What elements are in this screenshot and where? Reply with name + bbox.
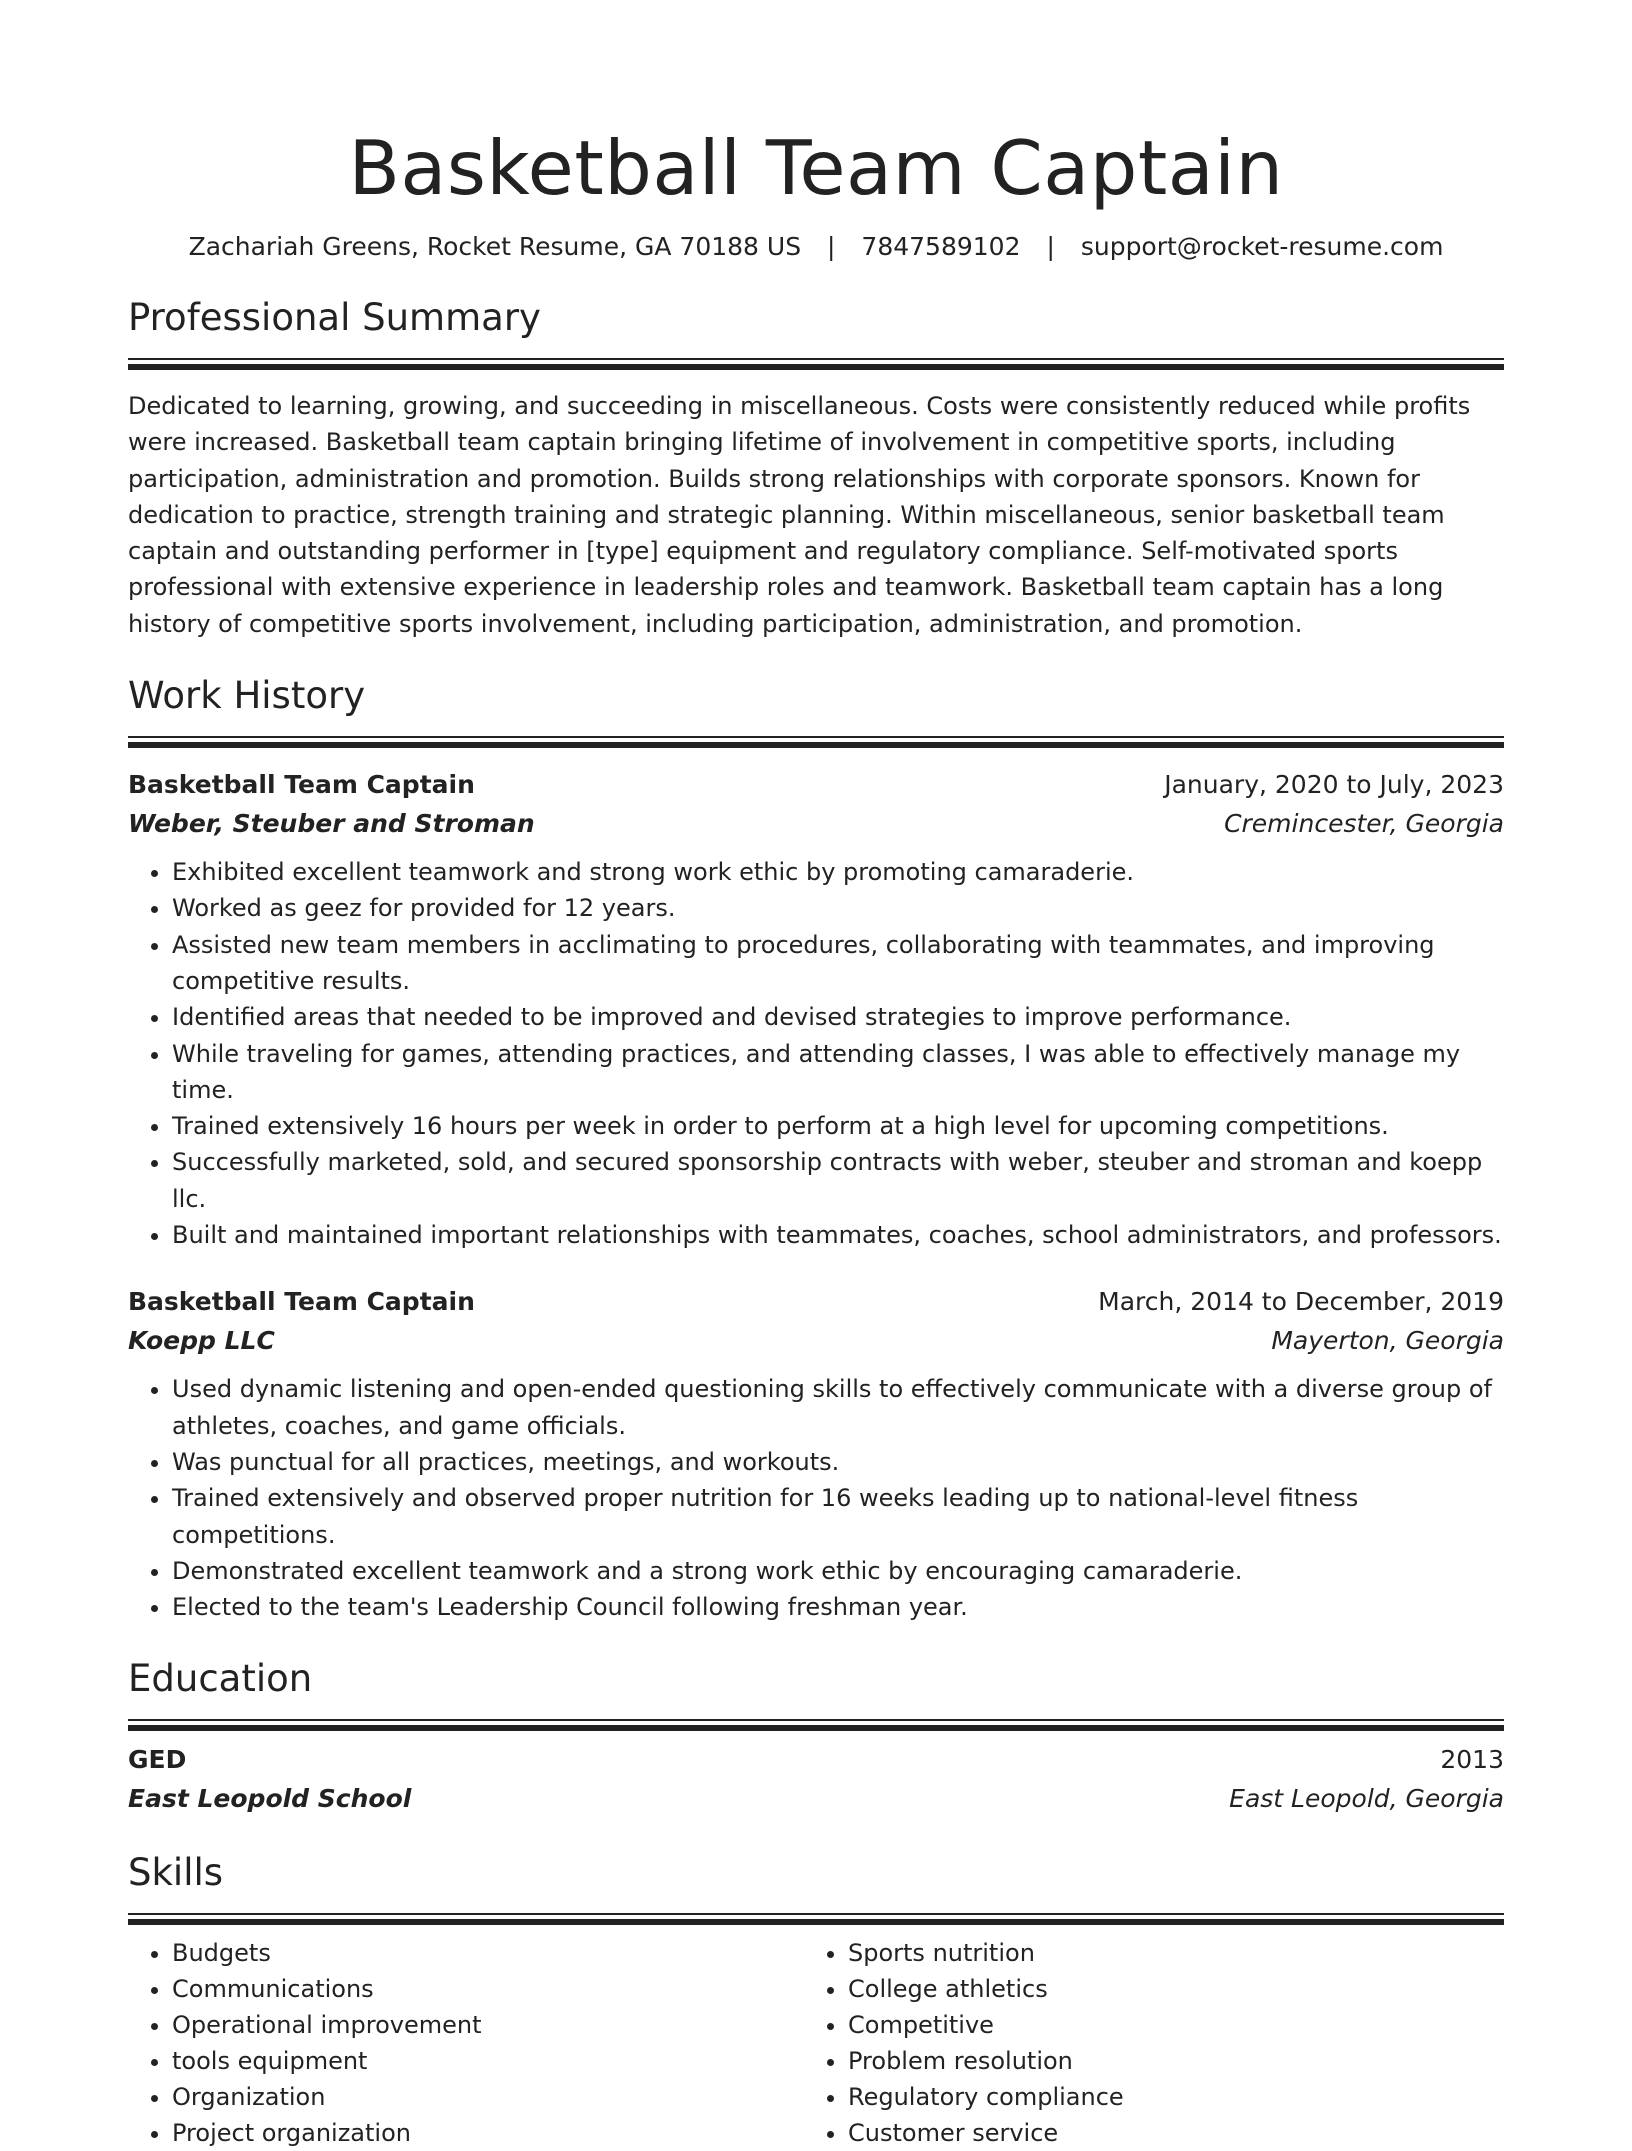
job-dates: January, 2020 to July, 2023	[1164, 770, 1504, 800]
skill-item: • Problem resolution	[848, 2043, 1480, 2079]
job-bullet: • Used dynamic listening and open-ended questioning skills to effectively communicate with a diverse group of athletes, coaches, and game officials.	[172, 1371, 1504, 1444]
skill-item: • Competitive	[848, 2007, 1480, 2043]
resume-page	[128, 0, 1504, 2151]
skill-item: • Sports nutrition	[848, 1935, 1480, 1971]
skill-item: • Customer service	[848, 2115, 1480, 2151]
skills-column-left	[128, 1935, 804, 2151]
job-bullet: • Built and maintained important relationships with teammates, coaches, school administrators, and professors.	[172, 1217, 1504, 1253]
contact-separator: |	[827, 232, 836, 261]
section-divider	[128, 358, 1504, 360]
skills-column-right	[804, 1935, 1480, 2151]
job-dates: March, 2014 to December, 2019	[1098, 1287, 1504, 1317]
skill-item: • Organization	[172, 2079, 804, 2115]
job-bullet: • Elected to the team's Leadership Council following freshman year.	[172, 1589, 1504, 1625]
job-company: Koepp LLC	[128, 1326, 275, 1356]
skill-item: • Project organization	[172, 2115, 804, 2151]
skill-item: • Budgets	[172, 1935, 804, 1971]
job-bullet: • Was punctual for all practices, meetings, and workouts.	[172, 1444, 1504, 1480]
education-school: East Leopold School	[128, 1784, 412, 1814]
summary-text: Dedicated to learning, growing, and succeeding in miscellaneous. Costs were consistently reduced while profits were increased. Basketball team captain bringing lifetime of involvement in competitive sports, including participation, administration and promotion. Builds strong relationships with corporate sponsors. Known for dedication to practice, strength training and strategic planning. Within miscellaneous, senior basketball team captain and outstanding performer in [type] equipment and regulatory compliance. Self-motivated sports professional with extensive experience in leadership roles and teamwork. Basketball team captain has a long history of competitive sports involvement, including participation, administration, and promotion.	[128, 392, 1471, 638]
contact-phone: 7847589102	[861, 232, 1021, 261]
section-heading-summary: Professional Summary	[128, 296, 541, 339]
skill-item: • Communications	[172, 1971, 804, 2007]
section-heading-education: Education	[128, 1657, 313, 1701]
section-divider	[128, 1913, 1504, 1915]
section-heading-skills: Skills	[128, 1851, 224, 1895]
job-bullet: • Trained extensively 16 hours per week in order to perform at a high level for upcoming competitions.	[172, 1108, 1504, 1144]
job-title: Basketball Team Captain	[128, 1287, 475, 1317]
contact-address: Zachariah Greens, Rocket Resume, GA 70188 US	[188, 232, 802, 261]
section-divider	[128, 736, 1504, 738]
resume-title: Basketball Team Captain	[348, 124, 1284, 212]
job-bullets	[128, 1371, 1504, 1625]
job-entry	[128, 766, 1504, 1253]
section-divider	[128, 1719, 1504, 1721]
skill-item: • Operational improvement	[172, 2007, 804, 2043]
job-entry	[128, 1283, 1504, 1625]
skill-item: • tools equipment	[172, 2043, 804, 2079]
job-bullet: • Identified areas that needed to be improved and devised strategies to improve performance.	[172, 999, 1504, 1035]
job-bullet: • Demonstrated excellent teamwork and a strong work ethic by encouraging camaraderie.	[172, 1553, 1504, 1589]
education-year: 2013	[1440, 1745, 1504, 1775]
job-bullet: • While traveling for games, attending practices, and attending classes, I was able to effectively manage my time.	[172, 1036, 1504, 1109]
contact-line	[128, 230, 1504, 264]
job-company: Weber, Steuber and Stroman	[128, 809, 535, 839]
education-location: East Leopold, Georgia	[1229, 1784, 1504, 1814]
education-degree: GED	[128, 1745, 187, 1775]
job-bullet: • Assisted new team members in acclimating to procedures, collaborating with teammates, and improving competitive results.	[172, 927, 1504, 1000]
section-heading-work: Work History	[128, 674, 366, 718]
job-bullet: • Exhibited excellent teamwork and strong work ethic by promoting camaraderie.	[172, 854, 1504, 890]
job-location: Cremincester, Georgia	[1224, 809, 1504, 839]
skill-item: • Regulatory compliance	[848, 2079, 1480, 2115]
job-location: Mayerton, Georgia	[1271, 1326, 1504, 1356]
contact-separator: |	[1046, 232, 1055, 261]
job-bullet: • Successfully marketed, sold, and secured sponsorship contracts with weber, steuber and stroman and koepp llc.	[172, 1144, 1504, 1217]
contact-email: support@rocket-resume.com	[1080, 232, 1444, 261]
job-bullet: • Worked as geez for provided for 12 years.	[172, 890, 1504, 926]
job-bullets	[128, 854, 1504, 1253]
skill-item: • College athletics	[848, 1971, 1480, 2007]
job-bullet: • Trained extensively and observed proper nutrition for 16 weeks leading up to national-level fitness competitions.	[172, 1480, 1504, 1553]
skills-list	[128, 1935, 1504, 2151]
job-title: Basketball Team Captain	[128, 770, 475, 800]
